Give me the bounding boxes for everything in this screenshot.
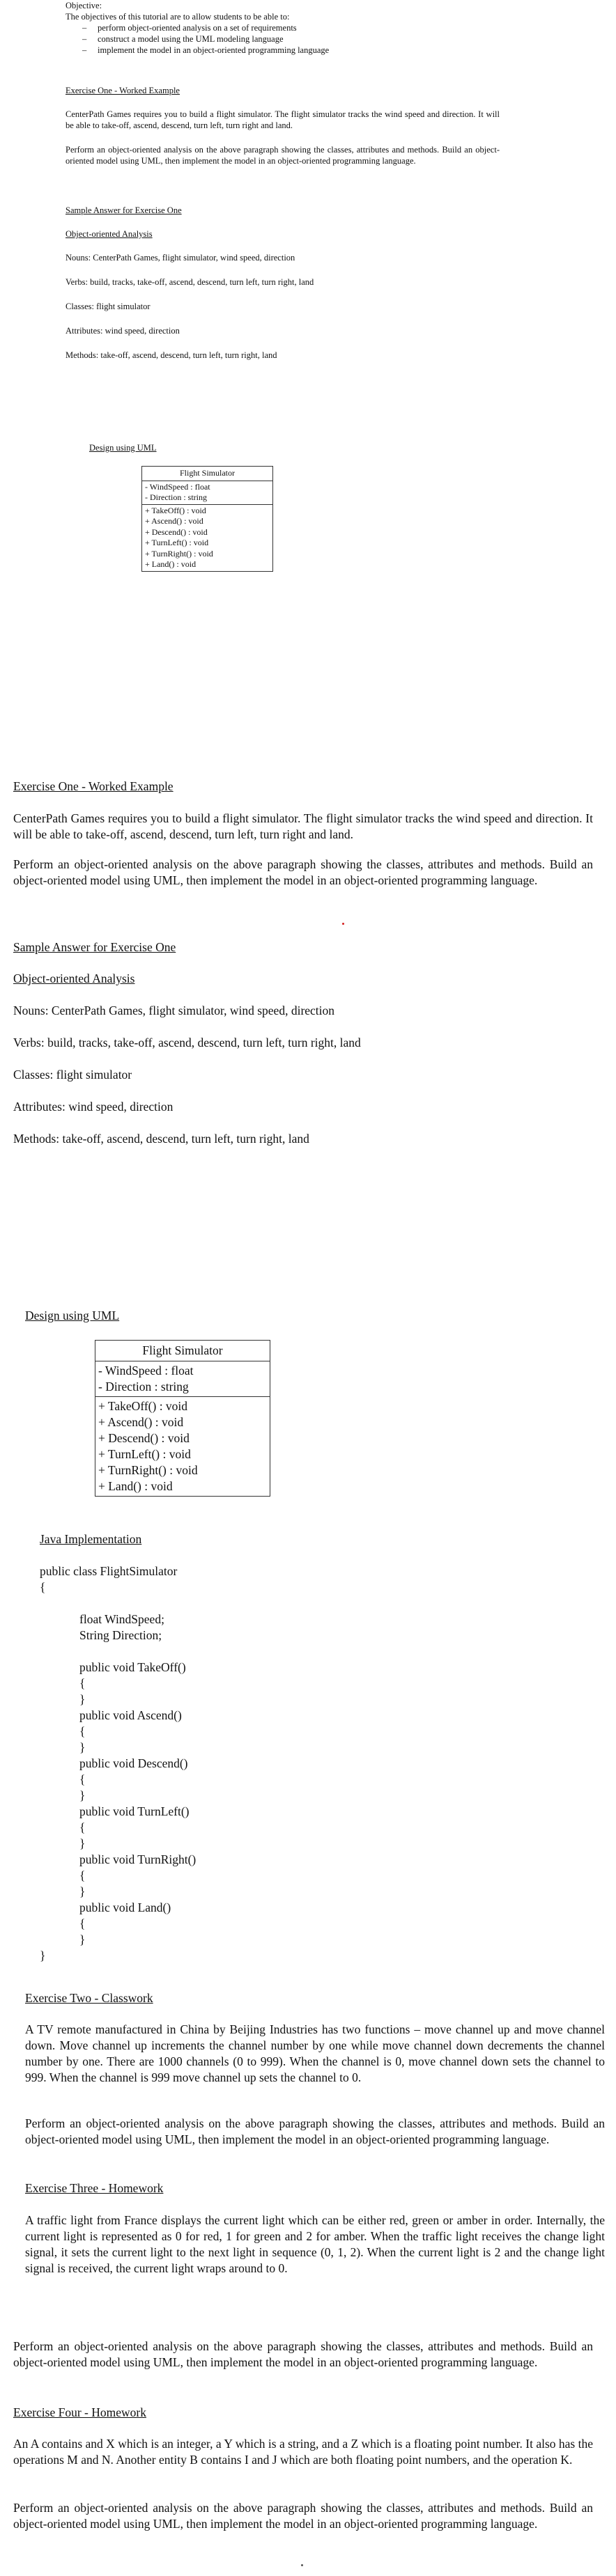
code-brace: {	[79, 1868, 86, 1882]
code-brace: }	[79, 1933, 86, 1946]
code-brace: }	[79, 1788, 86, 1802]
code-body	[40, 1595, 196, 1948]
objective-block	[66, 0, 511, 56]
small-ex1-task: Perform an object-oriented analysis on the above paragraph showing the classes, attributes and methods. Build an object-oriented model using UML, then implement the model in an object-oriented programming language.	[66, 145, 500, 166]
uml-method: + Ascend() : void	[98, 1415, 184, 1429]
uml-class-name: Flight Simulator	[95, 1341, 270, 1361]
code-method: public void Land()	[79, 1900, 171, 1914]
uml-method: + TurnRight() : void	[145, 548, 213, 559]
ex3-title: Exercise Three - Homework	[25, 2181, 164, 2195]
code-brace: }	[79, 1836, 86, 1850]
code-class-declaration: public class FlightSimulator	[40, 1564, 178, 1578]
objective-list	[66, 22, 511, 56]
objective-item: – implement the model in an object-oriented programming language	[66, 45, 511, 56]
uml-attribute: - WindSpeed : float	[145, 481, 210, 492]
code-brace: {	[79, 1772, 86, 1786]
ex1-task: Perform an object-oriented analysis on the above paragraph showing the classes, attributes and methods. Build an object-oriented model using UML, then implement the model in an object-oriented programming language.	[13, 857, 593, 887]
ex2-task: Perform an object-oriented analysis on the above paragraph showing the classes, attributes and methods. Build an object-oriented model using UML, then implement the model in an object-oriented programming language.	[25, 2116, 605, 2146]
code-brace: {	[79, 1917, 86, 1930]
small-ex1-title: Exercise One - Worked Example	[66, 86, 180, 95]
code-method: public void TurnRight()	[79, 1852, 197, 1866]
uml-method: + Descend() : void	[145, 526, 208, 537]
uml-attributes	[95, 1361, 270, 1397]
code-brace: }	[79, 1740, 86, 1754]
uml-method: + Land() : void	[145, 559, 197, 569]
uml-method: + Descend() : void	[98, 1431, 190, 1445]
objective-item: – construct a model using the UML modeling language	[66, 33, 511, 45]
page-dot	[301, 2564, 303, 2566]
uml-attribute: - Direction : string	[98, 1380, 189, 1394]
sample-title: Sample Answer for Exercise One	[13, 940, 176, 954]
ooa-title: Object-oriented Analysis	[13, 971, 135, 985]
uml-method: + Ascend() : void	[145, 516, 203, 526]
code-field: float WindSpeed;	[79, 1612, 164, 1626]
small-classes: Classes: flight simulator	[66, 302, 151, 311]
uml-class-diagram	[95, 1340, 270, 1497]
classes: Classes: flight simulator	[13, 1068, 132, 1082]
small-ex1-paragraph: CenterPath Games requires you to build a flight simulator. The flight simulator tracks the wind speed and direction. It will be able to take-off, ascend, descend, turn left, turn right and land.	[66, 109, 500, 130]
code-brace: {	[40, 1580, 46, 1594]
small-ooa-title: Object-oriented Analysis	[66, 229, 153, 239]
ex4-task: Perform an object-oriented analysis on the above paragraph showing the classes, attributes and methods. Build an object-oriented model using UML, then implement the model in an object-oriented programming language.	[13, 2501, 593, 2531]
stray-mark	[342, 923, 344, 925]
code-method: public void TurnLeft()	[79, 1804, 190, 1818]
uml-methods	[142, 505, 272, 571]
uml-methods	[95, 1397, 270, 1496]
objective-item: – perform object-oriented analysis on a set of requirements	[66, 22, 511, 33]
verbs: Verbs: build, tracks, take-off, ascend, descend, turn left, turn right, land	[13, 1036, 361, 1049]
ex3-paragraph: A traffic light from France displays the current light which can be either red, green or amber in order. Internally, the current light is represented as 0 for red, 1 for green and 2 for amber. When the traffic light receives the change light signal, it sets the current light to the next light in sequence (0, 1, 2). When the current light is 2 and the change light signal is received, the current light wraps around to 0.	[25, 2213, 605, 2275]
uml-title: Design using UML	[25, 1309, 120, 1322]
ex4-title: Exercise Four - Homework	[13, 2405, 146, 2419]
uml-method: + Land() : void	[98, 1479, 173, 1493]
ex4-paragraph: An A contains and X which is an integer, a Y which is a string, and a Z which is a floating point number. It also has the operations M and N. Another entity B contains I and J which are both floating point numbers, and the operation K.	[13, 2437, 594, 2467]
ex3-task: Perform an object-oriented analysis on the above paragraph showing the classes, attributes and methods. Build an object-oriented model using UML, then implement the model in an object-oriented programming language.	[13, 2339, 593, 2369]
small-uml-title: Design using UML	[89, 443, 157, 453]
uml-method: + TurnRight() : void	[98, 1463, 198, 1477]
small-verbs: Verbs: build, tracks, take-off, ascend, descend, turn left, turn right, land	[66, 277, 314, 287]
uml-class-diagram-small	[141, 466, 273, 572]
java-code-block	[40, 1563, 196, 1964]
objective-label: Objective:	[66, 1, 102, 10]
uml-attribute: - Direction : string	[145, 492, 207, 502]
code-field: String Direction;	[79, 1628, 162, 1642]
attributes: Attributes: wind speed, direction	[13, 1100, 174, 1114]
small-nouns: Nouns: CenterPath Games, flight simulator, wind speed, direction	[66, 253, 295, 263]
code-brace: {	[79, 1676, 86, 1690]
ex1-title: Exercise One - Worked Example	[13, 779, 174, 793]
uml-attribute: - WindSpeed : float	[98, 1364, 194, 1377]
uml-method: + TurnLeft() : void	[98, 1447, 191, 1461]
small-methods: Methods: take-off, ascend, descend, turn left, turn right, land	[66, 350, 277, 360]
java-title: Java Implementation	[40, 1532, 142, 1546]
small-attributes: Attributes: wind speed, direction	[66, 326, 180, 336]
code-brace: {	[79, 1820, 86, 1834]
ex2-paragraph: A TV remote manufactured in China by Beijing Industries has two functions – move channel up and move channel down. Move channel up increments the channel number by one while move channel down decrements the channel number by one. There are 1000 channels (0 to 999). When the channel is 0, move channel down sets the channel to 999. When the channel is 999 move channel up sets the channel to 0.	[25, 2022, 605, 2084]
small-sample-title: Sample Answer for Exercise One	[66, 205, 182, 215]
code-brace: {	[79, 1724, 86, 1738]
code-method: public void TakeOff()	[79, 1660, 186, 1674]
code-brace: }	[40, 1949, 46, 1962]
uml-class-name: Flight Simulator	[142, 467, 272, 481]
code-brace: }	[79, 1692, 86, 1706]
ex2-title: Exercise Two - Classwork	[25, 1991, 153, 2005]
nouns: Nouns: CenterPath Games, flight simulator, wind speed, direction	[13, 1004, 335, 1017]
code-method: public void Descend()	[79, 1756, 188, 1770]
ex1-paragraph: CenterPath Games requires you to build a flight simulator. The flight simulator tracks the wind speed and direction. It will be able to take-off, ascend, descend, turn left, turn right and land.	[13, 811, 593, 841]
uml-attributes	[142, 481, 272, 505]
uml-method: + TurnLeft() : void	[145, 538, 209, 547]
methods: Methods: take-off, ascend, descend, turn left, turn right, land	[13, 1132, 309, 1146]
code-method: public void Ascend()	[79, 1708, 182, 1722]
objective-intro: The objectives of this tutorial are to allow students to be able to:	[66, 12, 290, 22]
uml-method: + TakeOff() : void	[145, 505, 206, 515]
code-brace: }	[79, 1884, 86, 1898]
uml-method: + TakeOff() : void	[98, 1399, 188, 1413]
